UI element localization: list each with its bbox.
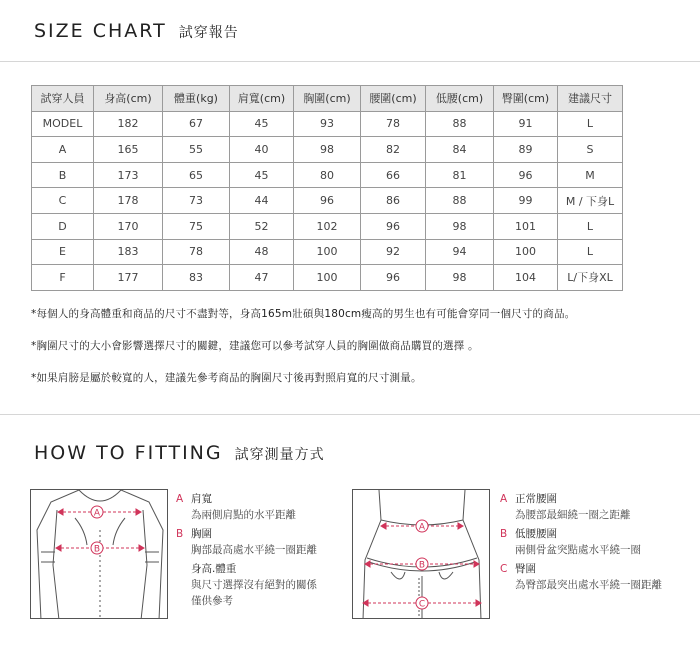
table-cell: 73 (163, 188, 230, 214)
table-row (32, 137, 623, 163)
legend-desc: 胸部最高處水平繞一圈距離 (191, 544, 317, 556)
table-cell: 81 (426, 162, 494, 188)
table-cell: 44 (230, 188, 294, 214)
legend-desc: 為兩側肩點的水平距離 (191, 509, 296, 521)
legend-item (500, 491, 662, 523)
legend-name: 肩寬 (191, 493, 212, 505)
legend-letter: A (176, 493, 184, 505)
legend-letter: B (500, 528, 508, 540)
lower-body-figure (352, 489, 490, 619)
table-cell: M (558, 162, 623, 188)
table-cell: 89 (494, 137, 558, 163)
header-cell: 臀圍(cm) (494, 86, 558, 112)
table-cell: S (558, 137, 623, 163)
figure2-label-a: A (418, 522, 426, 533)
table-row (32, 188, 623, 214)
table-cell: F (32, 265, 94, 291)
legend-letter: B (176, 528, 184, 540)
header-cell: 肩寬(cm) (230, 86, 294, 112)
size-chart-title-en: SIZE CHART (34, 20, 167, 42)
table-cell: 82 (361, 137, 426, 163)
legend-name: 胸圍 (191, 528, 212, 540)
figure1-label-b: B (93, 544, 101, 555)
fitting-title-zh: 試穿測量方式 (234, 447, 325, 463)
header-cell: 建議尺寸 (558, 86, 623, 112)
table-cell: 91 (494, 111, 558, 137)
table-cell: 78 (361, 111, 426, 137)
fitting-title-en: HOW TO FITTING (34, 442, 223, 464)
table-cell: 100 (494, 239, 558, 265)
table-cell: 47 (230, 265, 294, 291)
note-3: *如果肩膀是屬於較寬的人，建議先參考商品的胸圍尺寸後再對照肩寬的尺寸測量。 (31, 372, 422, 384)
table-cell: 45 (230, 111, 294, 137)
note-2: *胸圍尺寸的大小會影響選擇尺寸的關鍵，建議您可以參考試穿人員的胸圍做商品購買的選擇 。 (31, 340, 479, 352)
figure2-label-c: C (418, 599, 426, 610)
table-cell: D (32, 213, 94, 239)
top-body-illustration (31, 490, 168, 619)
top-body-legend (176, 491, 317, 612)
table-cell: 170 (94, 213, 163, 239)
figure1-label-a: A (93, 508, 101, 519)
legend-item (176, 526, 317, 558)
table-cell: 96 (361, 213, 426, 239)
table-cell: 84 (426, 137, 494, 163)
table-cell: 98 (426, 213, 494, 239)
table-cell: A (32, 137, 94, 163)
fitting-title (34, 442, 325, 464)
table-cell: 86 (361, 188, 426, 214)
header-cell: 胸圍(cm) (294, 86, 361, 112)
divider (0, 414, 700, 415)
lower-body-legend (500, 491, 662, 596)
legend-name: 正常腰圍 (515, 493, 557, 505)
table-cell: 98 (426, 265, 494, 291)
table-cell: 96 (294, 188, 361, 214)
size-chart-title-zh: 試穿報告 (178, 25, 239, 41)
table-cell: 67 (163, 111, 230, 137)
legend-letter: C (500, 563, 508, 575)
table-cell: 88 (426, 188, 494, 214)
header-cell: 腰圍(cm) (361, 86, 426, 112)
legend-desc: 為腰部最細繞一圈之距離 (515, 509, 631, 521)
table-cell: 92 (361, 239, 426, 265)
table-cell: 94 (426, 239, 494, 265)
table-cell: 75 (163, 213, 230, 239)
table-cell: 177 (94, 265, 163, 291)
table-cell: L (558, 213, 623, 239)
table-row (32, 265, 623, 291)
table-cell: 83 (163, 265, 230, 291)
legend-desc: 與尺寸選擇沒有絕對的關係 (191, 579, 317, 591)
table-cell: 104 (494, 265, 558, 291)
table-cell: 65 (163, 162, 230, 188)
legend-item (500, 561, 662, 593)
legend-desc: 僅供參考 (191, 595, 233, 607)
table-cell: 88 (426, 111, 494, 137)
header-cell: 試穿人員 (32, 86, 94, 112)
table-cell: 96 (361, 265, 426, 291)
table-cell: B (32, 162, 94, 188)
legend-letter: A (500, 493, 508, 505)
table-cell: E (32, 239, 94, 265)
legend-name: 臀圍 (515, 563, 536, 575)
table-cell: 99 (494, 188, 558, 214)
table-row (32, 213, 623, 239)
table-cell: 96 (494, 162, 558, 188)
table-cell: C (32, 188, 94, 214)
header-cell: 低腰(cm) (426, 86, 494, 112)
top-body-figure (30, 489, 168, 619)
table-cell: 165 (94, 137, 163, 163)
legend-desc: 為臀部最突出處水平繞一圈距離 (515, 579, 662, 591)
table-cell: 102 (294, 213, 361, 239)
table-cell: 178 (94, 188, 163, 214)
legend-name: 低腰腰圍 (515, 528, 557, 540)
table-cell: 100 (294, 239, 361, 265)
table-cell: 78 (163, 239, 230, 265)
legend-letter (176, 561, 185, 577)
table-cell: MODEL (32, 111, 94, 137)
legend-desc: 兩側骨盆突點處水平繞一圈 (515, 544, 641, 556)
table-cell: M / 下身L (558, 188, 623, 214)
table-cell: L/下身XL (558, 265, 623, 291)
table-cell: L (558, 239, 623, 265)
table-cell: 182 (94, 111, 163, 137)
legend-name: 身高.體重 (191, 563, 237, 575)
table-cell: 66 (361, 162, 426, 188)
table-row (32, 111, 623, 137)
table-cell: 55 (163, 137, 230, 163)
table-row (32, 239, 623, 265)
legend-item (176, 491, 317, 523)
size-chart-title (34, 20, 239, 42)
table-row (32, 162, 623, 188)
table-cell: 93 (294, 111, 361, 137)
note-1: *每個人的身高體重和商品的尺寸不盡對等，身高165m壯碩與180cm瘦高的男生也有可能會穿同一個尺寸的商品。 (31, 308, 576, 320)
table-cell: 45 (230, 162, 294, 188)
table-cell: 48 (230, 239, 294, 265)
legend-item (176, 561, 317, 609)
header-cell: 身高(cm) (94, 86, 163, 112)
size-table (31, 85, 623, 291)
divider (0, 61, 700, 62)
table-cell: 100 (294, 265, 361, 291)
table-cell: 183 (94, 239, 163, 265)
table-cell: 98 (294, 137, 361, 163)
table-header-row (32, 86, 623, 112)
table-cell: 80 (294, 162, 361, 188)
table-cell: 173 (94, 162, 163, 188)
figure2-label-b: B (418, 560, 426, 571)
table-cell: 40 (230, 137, 294, 163)
size-table-body (32, 111, 623, 290)
lower-body-illustration (353, 490, 490, 619)
table-cell: 101 (494, 213, 558, 239)
legend-item (500, 526, 662, 558)
table-cell: 52 (230, 213, 294, 239)
table-cell: L (558, 111, 623, 137)
header-cell: 體重(kg) (163, 86, 230, 112)
